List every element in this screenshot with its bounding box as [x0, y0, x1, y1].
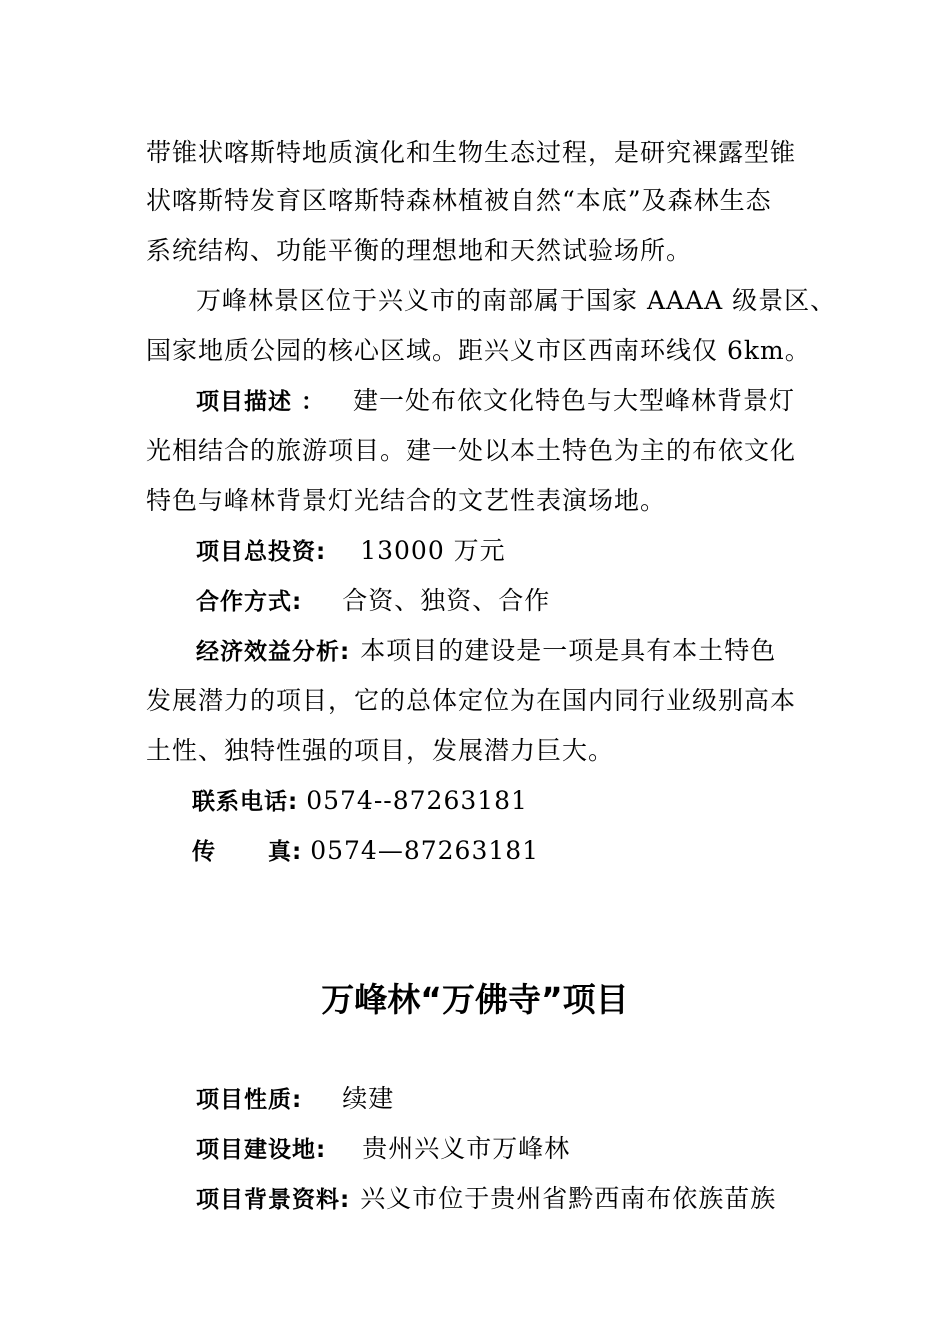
- background-row: [196, 1184, 776, 1215]
- description-first-line: [196, 386, 795, 417]
- body-text-line: 发展潜力的项目，它的总体定位为在国内同行业级别高本: [146, 686, 797, 715]
- fax-label-first: 传: [192, 839, 216, 865]
- body-text-line: 万峰林景区位于兴义市的南部属于国家 AAAA 级景区、: [196, 286, 837, 315]
- body-text-line: 状喀斯特发育区喀斯特森林植被自然“本底”及森林生态: [146, 186, 772, 215]
- description-label: 项目描述 ：: [196, 389, 326, 415]
- phone-row: [192, 786, 528, 817]
- body-text-line: 带锥状喀斯特地质演化和生物生态过程，是研究裸露型锥: [146, 138, 797, 167]
- benefit-label: 经济效益分析:: [196, 639, 351, 665]
- investment-row: [196, 536, 506, 567]
- cooperation-label: 合作方式:: [196, 589, 303, 615]
- investment-value: 13000 万元: [360, 536, 506, 565]
- benefit-first-line: [196, 636, 776, 667]
- fax-label-last: 真:: [268, 839, 303, 865]
- body-text-line: 特色与峰林背景灯光结合的文艺性表演场地。: [146, 486, 667, 515]
- nature-value: 续建: [342, 1084, 395, 1113]
- benefit-text: 本项目的建设是一项是具有本土特色: [360, 636, 777, 665]
- body-text-line: 国家地质公园的核心区域。距兴义市区西南环线仅 6km。: [146, 336, 811, 365]
- investment-label: 项目总投资:: [196, 539, 327, 565]
- body-text-line: 光相结合的旅游项目。建一处以本土特色为主的布依文化: [146, 436, 797, 465]
- cooperation-row: [196, 586, 550, 617]
- location-label: 项目建设地:: [196, 1137, 327, 1163]
- cooperation-value: 合资、独资、合作: [342, 586, 551, 615]
- nature-label: 项目性质:: [196, 1087, 303, 1113]
- description-text: 建一处布依文化特色与大型峰林背景灯: [353, 386, 796, 415]
- body-text-line: 系统结构、功能平衡的理想地和天然试验场所。: [146, 236, 693, 265]
- phone-value: 0574--87263181: [306, 786, 528, 815]
- background-value: 兴义市位于贵州省黔西南布依族苗族: [360, 1184, 777, 1213]
- phone-label: 联系电话:: [192, 789, 299, 815]
- body-text-line: 土性、独特性强的项目，发展潜力巨大。: [146, 736, 615, 765]
- background-label: 项目背景资料:: [196, 1187, 351, 1213]
- fax-value: 0574—87263181: [310, 836, 540, 865]
- location-row: [196, 1134, 570, 1165]
- nature-row: [196, 1084, 394, 1115]
- fax-row: [192, 836, 539, 867]
- location-value: 贵州兴义市万峰林: [362, 1134, 571, 1163]
- project-title: 万峰林“万佛寺”项目: [321, 980, 629, 1019]
